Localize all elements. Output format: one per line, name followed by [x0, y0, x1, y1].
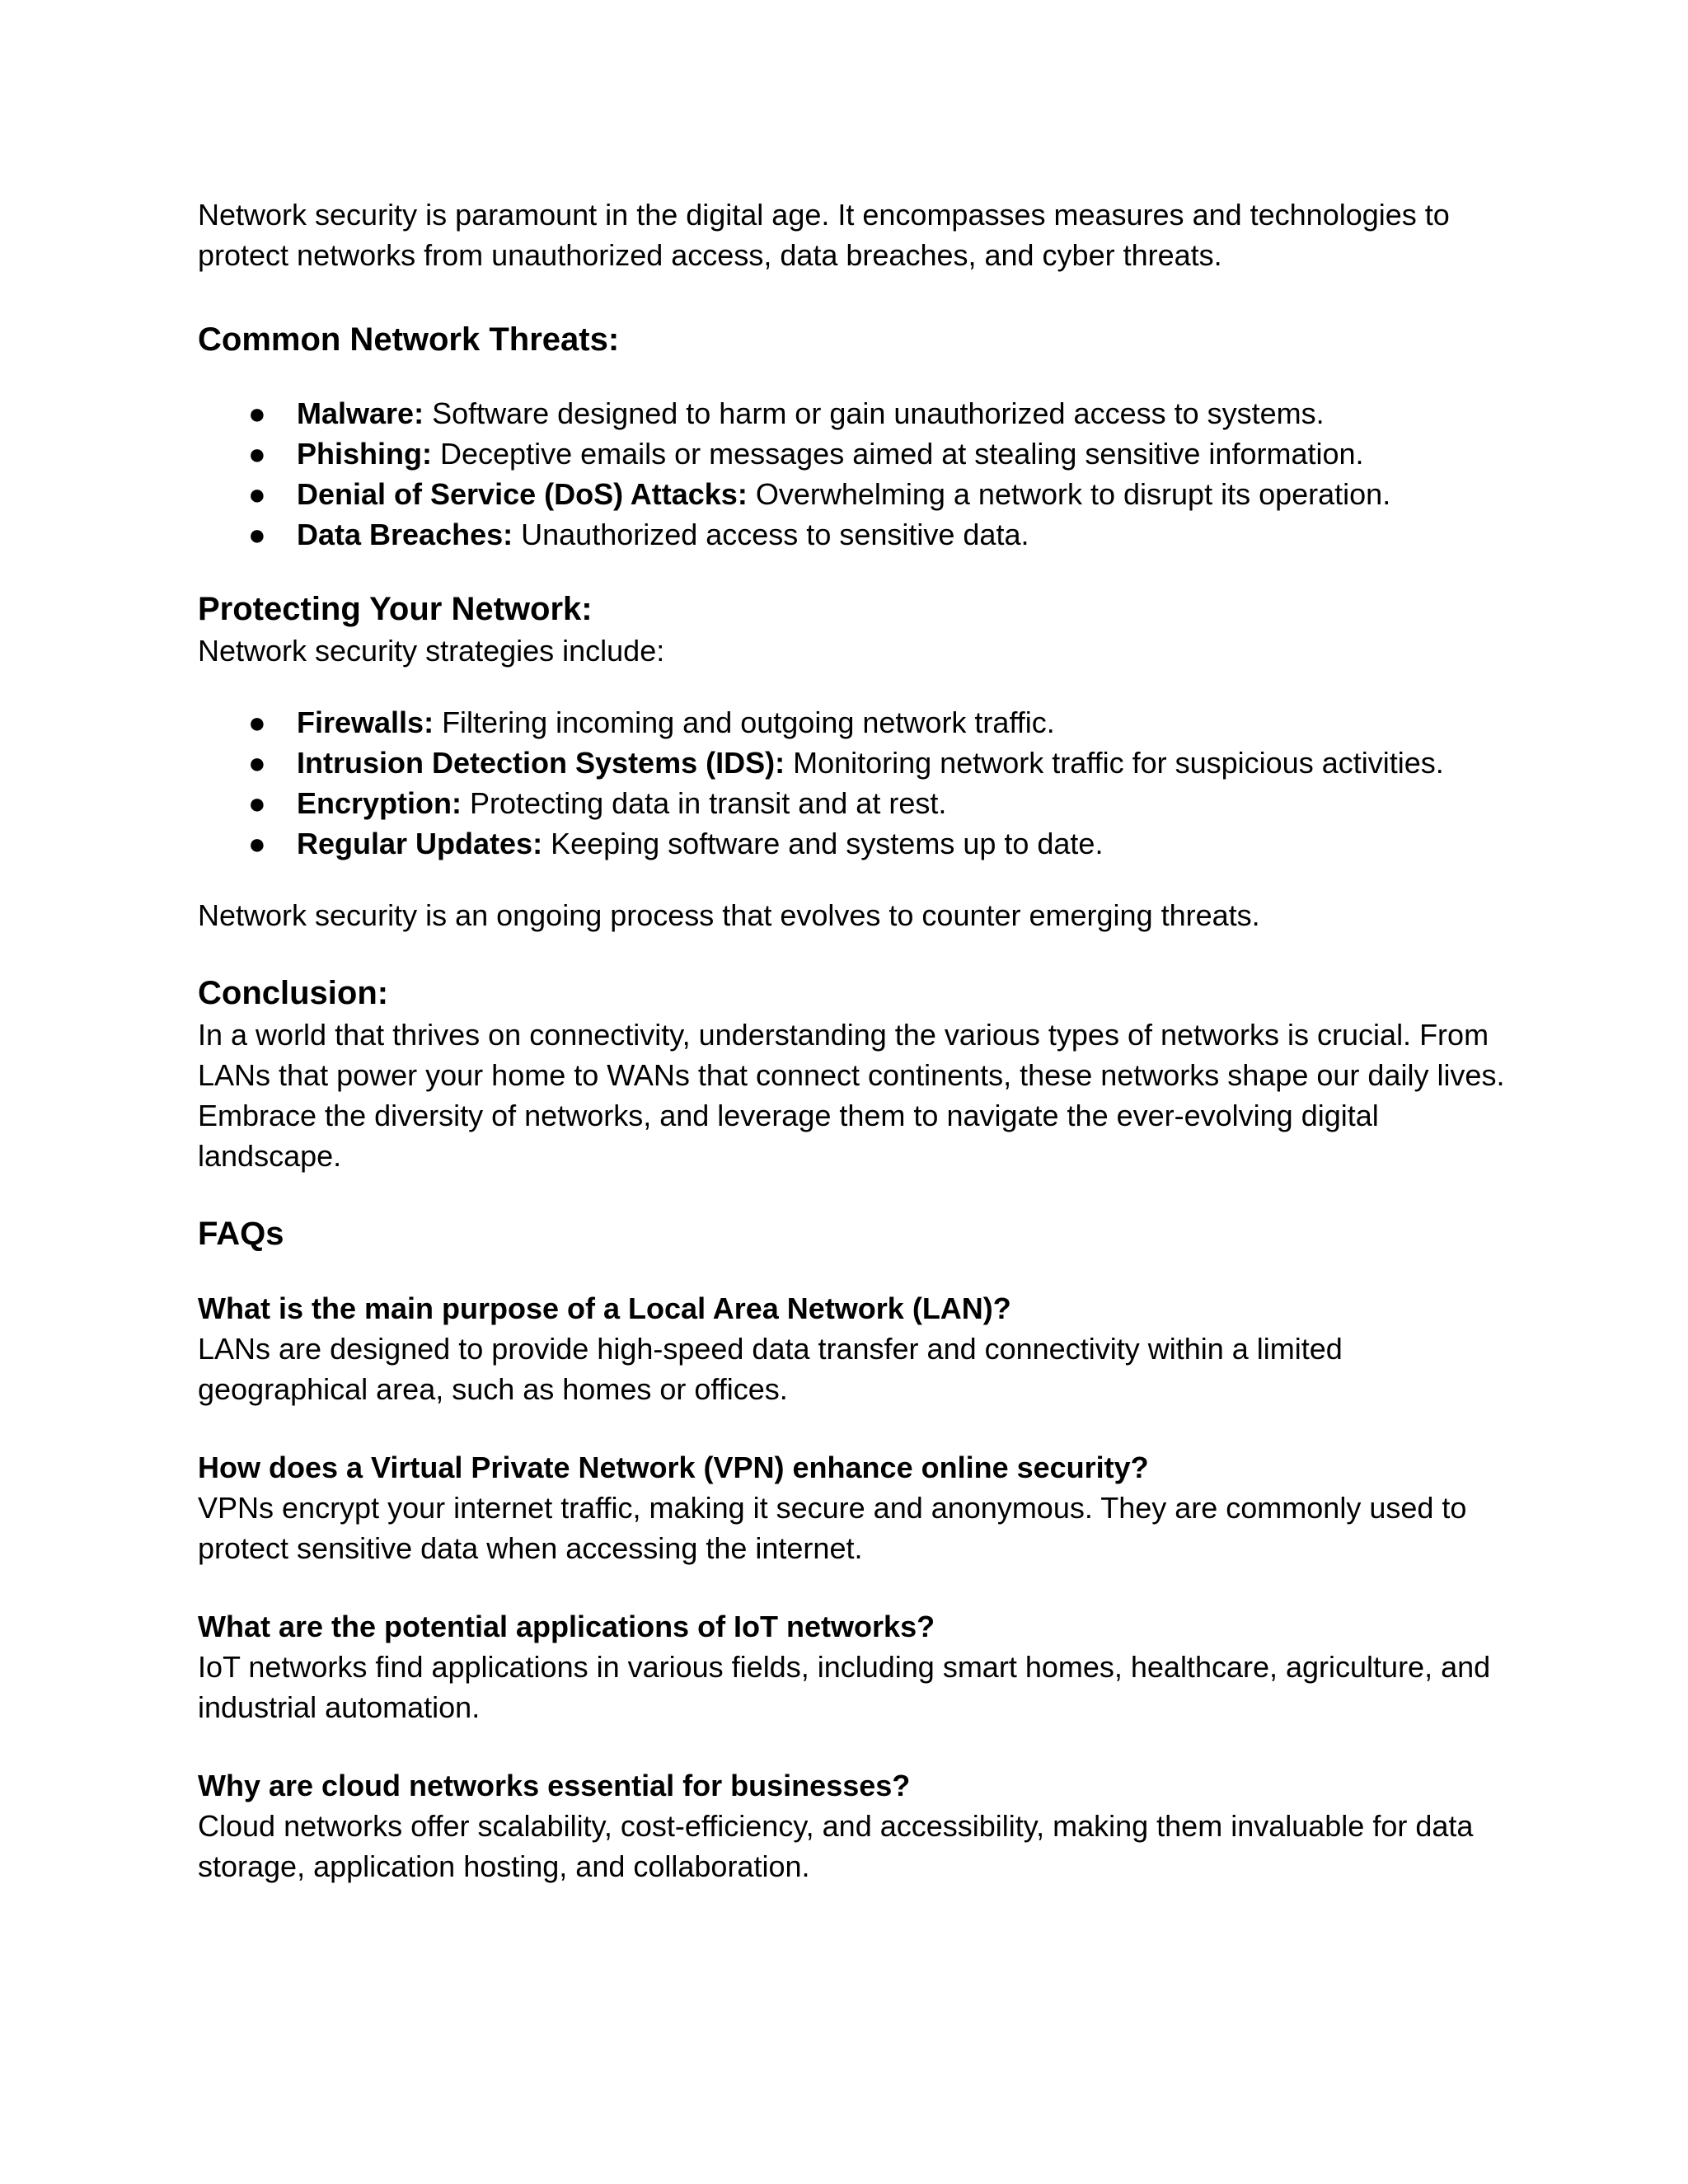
faq-question: How does a Virtual Private Network (VPN) enhance online security? [198, 1451, 1149, 1484]
list-item-term: Encryption: [297, 786, 462, 820]
bullet-icon: ● [248, 827, 266, 860]
list-item-desc: Keeping software and systems up to date. [542, 827, 1104, 860]
conclusion-heading: Conclusion: [198, 975, 389, 1011]
protecting-closing: Network security is an ongoing process that evolves to counter emerging threats. [198, 898, 1260, 932]
faq-item [198, 1288, 1517, 1409]
list-item-term: Firewalls: [297, 705, 434, 739]
bullet-icon: ● [248, 477, 266, 511]
list-item-desc: Unauthorized access to sensitive data. [513, 518, 1029, 551]
protecting-heading: Protecting Your Network: [198, 591, 593, 627]
faq-question: What are the potential applications of IoT networks? [198, 1610, 935, 1643]
faq-question: Why are cloud networks essential for businesses? [198, 1769, 911, 1802]
faq-item [198, 1606, 1517, 1727]
faq-answer: LANs are designed to provide high-speed data transfer and connectivity within a limited geographical area, such as homes or offices. [198, 1332, 1343, 1406]
list-item-term: Denial of Service (DoS) Attacks: [297, 477, 748, 511]
protecting-lead: Network security strategies include: [198, 634, 665, 668]
list-item [198, 823, 1517, 864]
list-item-desc: Software designed to harm or gain unauthorized access to systems. [424, 396, 1325, 430]
document-page [198, 194, 1517, 1886]
threats-heading: Common Network Threats: [198, 321, 620, 358]
bullet-icon: ● [248, 746, 266, 780]
faq-question: What is the main purpose of a Local Area Network (LAN)? [198, 1291, 1011, 1325]
bullet-icon: ● [248, 518, 266, 551]
protecting-list [198, 702, 1517, 864]
bullet-icon: ● [248, 705, 266, 739]
bullet-icon: ● [248, 786, 266, 820]
list-item-term: Intrusion Detection Systems (IDS): [297, 746, 785, 780]
faq-answer: Cloud networks offer scalability, cost-efficiency, and accessibility, making them invaluable for data storage, application hosting, and collaboration. [198, 1809, 1474, 1883]
list-item-desc: Monitoring network traffic for suspicious activities. [785, 746, 1444, 780]
list-item [198, 743, 1517, 783]
bullet-icon: ● [248, 396, 266, 430]
list-item-term: Phishing: [297, 437, 432, 471]
faq-item [198, 1447, 1517, 1568]
faq-answer: VPNs encrypt your internet traffic, making it secure and anonymous. They are commonly used to protect sensitive data when accessing the internet. [198, 1491, 1467, 1565]
list-item-term: Malware: [297, 396, 424, 430]
list-item-desc: Overwhelming a network to disrupt its operation. [747, 477, 1391, 511]
list-item-desc: Filtering incoming and outgoing network traffic. [434, 705, 1055, 739]
list-item-desc: Deceptive emails or messages aimed at stealing sensitive information. [432, 437, 1364, 471]
list-item-desc: Protecting data in transit and at rest. [462, 786, 947, 820]
intro-paragraph: Network security is paramount in the digital age. It encompasses measures and technologies to protect networks from unauthorized access, data breaches, and cyber threats. [198, 198, 1450, 272]
faq-answer: IoT networks find applications in various fields, including smart homes, healthcare, agriculture, and industrial automation. [198, 1650, 1491, 1724]
faqs-heading: FAQs [198, 1216, 284, 1252]
list-item [198, 702, 1517, 743]
faq-item [198, 1765, 1517, 1886]
list-item [198, 434, 1517, 474]
bullet-icon: ● [248, 437, 266, 471]
conclusion-paragraph: In a world that thrives on connectivity, understanding the various types of networks is crucial. From LANs that power your home to WANs that connect continents, these networks shape our daily lives. Embrace the diversity of networks, and leverage them to navigate the ever-evolving digital landscape. [198, 1018, 1505, 1173]
list-item-term: Regular Updates: [297, 827, 543, 860]
list-item [198, 514, 1517, 555]
list-item [198, 393, 1517, 434]
threats-list [198, 393, 1517, 555]
list-item [198, 783, 1517, 823]
list-item-term: Data Breaches: [297, 518, 513, 551]
list-item [198, 474, 1517, 514]
